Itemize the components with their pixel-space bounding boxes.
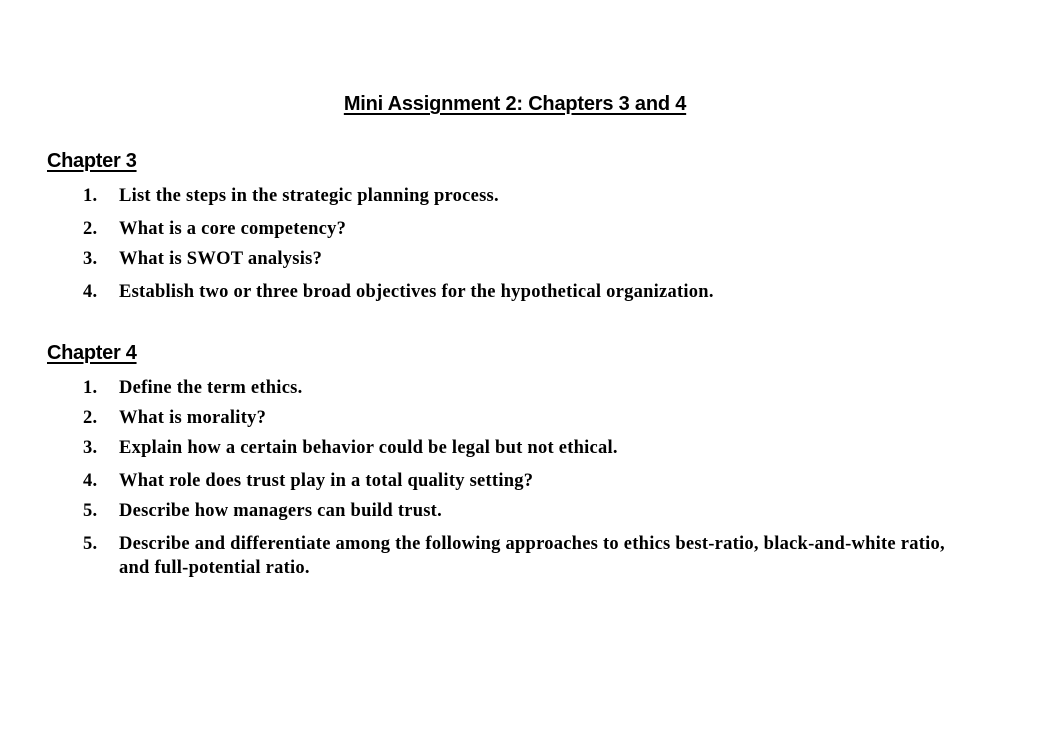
question-number: 4.	[83, 282, 98, 302]
question-text: List the steps in the strategic planning process.	[119, 186, 499, 206]
question-number: 1.	[83, 186, 98, 206]
question-number: 2.	[83, 219, 98, 239]
question-text: Describe how managers can build trust.	[119, 501, 442, 521]
question-text: Explain how a certain behavior could be legal but not ethical.	[119, 438, 618, 458]
question-text: Establish two or three broad objectives for the hypothetical organization.	[119, 282, 714, 302]
chapter-3-heading: Chapter 3	[47, 150, 137, 172]
question-text: What is morality?	[119, 408, 267, 428]
question-number: 5.	[83, 534, 98, 554]
question-text: What is a core competency?	[119, 219, 347, 239]
question-number: 3.	[83, 249, 98, 269]
question-text: What is SWOT analysis?	[119, 249, 323, 269]
document-title: Mini Assignment 2: Chapters 3 and 4	[343, 93, 687, 115]
chapter-4-heading: Chapter 4	[47, 342, 137, 364]
question-number: 3.	[83, 438, 98, 458]
question-number: 4.	[83, 471, 98, 491]
question-number: 2.	[83, 408, 98, 428]
question-text: Define the term ethics.	[119, 378, 303, 398]
question-text: Describe and differentiate among the following approaches to ethics best-ratio, black-and-white ratio, and full-potential ratio.	[119, 534, 945, 578]
question-number: 5.	[83, 501, 98, 521]
question-text: What role does trust play in a total quality setting?	[119, 471, 534, 491]
question-number: 1.	[83, 378, 98, 398]
